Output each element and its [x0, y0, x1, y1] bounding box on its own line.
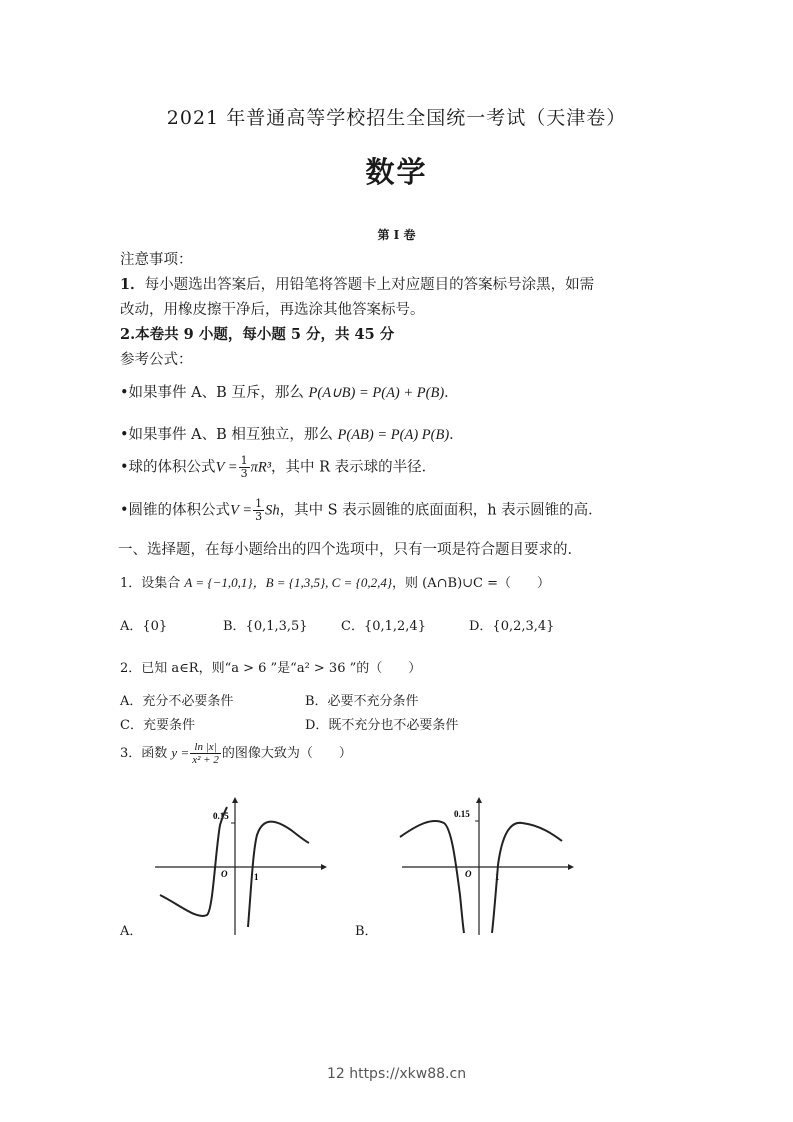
formula-2 — [120, 423, 464, 444]
question-3-stem — [120, 741, 352, 766]
formula-3-rhs: πR³ — [250, 459, 272, 476]
formula-2-end: ． — [449, 427, 464, 443]
formula-2-text: •如果事件 A、B 相互独立，那么 — [120, 427, 333, 443]
formula-1-end: ． — [444, 385, 459, 401]
formula-3-text: •球的体积公式 — [120, 459, 216, 476]
graph-a-y-tick-label: 0.15 — [213, 811, 229, 821]
notes-title: 注意事项： — [120, 252, 193, 268]
note-item-1-line1: 每小题选出答案后，用铅笔将答题卡上对应题目的答案标号涂黑，如需 — [144, 277, 595, 293]
formula-4-fraction — [253, 498, 264, 523]
graph-a-y-arrow — [232, 797, 238, 803]
formula-4-rhs: Sh — [265, 502, 280, 519]
graph-a-x-tick-label: 1 — [254, 872, 259, 882]
formula-1-text: •如果事件 A、B 互斥，那么 — [120, 385, 304, 401]
question-2-option-a[interactable]: A．充分不必要条件 — [120, 694, 234, 709]
formula-2-math: P(AB) = P(A) P(B) — [337, 427, 450, 443]
formulas-title: 参考公式： — [120, 352, 193, 368]
question-3-denominator: x² + 2 — [192, 754, 219, 766]
subject-title: 数学 — [365, 155, 428, 189]
formula-3-lhs: V = — [215, 459, 238, 476]
question-3-option-b-label[interactable]: B． — [355, 924, 378, 939]
formula-4 — [120, 498, 603, 523]
question-1-option-a[interactable]: A．{0} — [120, 619, 168, 634]
question-1-math: A = {−1,0,1}，B = {1,3,5}, C = {0,2,4} — [184, 575, 393, 590]
graph-b-x-arrow — [568, 864, 574, 870]
exam-title: 2021 年普通高等学校招生全国统一考试（天津卷） — [166, 107, 627, 129]
formula-4-lhs: V = — [230, 502, 253, 519]
formula-3-denominator: 3 — [240, 467, 248, 480]
question-3-option-a-label[interactable]: A． — [120, 924, 143, 939]
question-3-graph-b[interactable] — [392, 795, 577, 940]
formula-4-text: •圆锥的体积公式 — [120, 502, 231, 519]
formula-4-tail: ，其中 S 表示圆锥的底面面积，h 表示圆锥的高． — [279, 502, 603, 519]
graph-a-curve-left — [160, 807, 227, 916]
section-1-title: 一、选择题，在每小题给出的四个选项中，只有一项是符合题目要求的． — [118, 542, 582, 558]
note-item-1-line2: 改动，用橡皮擦干净后，再选涂其他答案标号。 — [120, 302, 425, 318]
page-footer: 12 https://xkw88.cn — [326, 1066, 467, 1082]
note-item-1 — [120, 273, 594, 294]
question-3-fraction — [190, 741, 221, 766]
question-3-numerator: ln |x| — [190, 741, 221, 754]
graph-a-origin-label: O — [221, 869, 228, 879]
question-3-prefix: 3．函数 — [120, 746, 168, 761]
graph-b-curve-right — [492, 823, 562, 933]
question-3-y: y = — [171, 745, 190, 760]
question-2-option-c[interactable]: C．充要条件 — [120, 718, 195, 733]
question-3-suffix: 的图像大致为（ ） — [221, 746, 352, 761]
graph-b-x-tick-label: 1 — [495, 872, 500, 882]
formula-1 — [120, 381, 459, 402]
question-1-stem — [120, 572, 550, 591]
formula-4-denominator: 3 — [255, 510, 263, 523]
question-2-option-b[interactable]: B．必要不充分条件 — [305, 694, 419, 709]
formula-1-math: P(A∪B) = P(A) + P(B) — [308, 385, 445, 401]
question-1-option-d[interactable]: D．{0,2,3,4} — [469, 619, 555, 634]
formula-3-numerator: 1 — [240, 454, 248, 467]
question-1-option-c[interactable]: C．{0,1,2,4} — [341, 619, 426, 634]
graph-b-curve-left — [400, 821, 464, 933]
graph-b-y-arrow — [476, 797, 482, 803]
formula-3 — [120, 455, 436, 480]
part-label: 第 I 卷 — [377, 228, 416, 242]
question-3-graph-a[interactable] — [145, 795, 330, 940]
formula-3-fraction — [239, 455, 250, 480]
question-2-stem: 2．已知 a∈R，则“a > 6 ”是“a² > 36 ”的（ ） — [120, 661, 422, 676]
graph-b-y-tick-label: 0.15 — [454, 809, 470, 819]
formula-3-tail: ，其中 R 表示球的半径． — [271, 459, 437, 476]
question-1-prefix: 1．设集合 — [120, 576, 181, 591]
formula-4-numerator: 1 — [255, 497, 263, 510]
question-1-option-b[interactable]: B．{0,1,3,5} — [223, 619, 308, 634]
question-2-option-d[interactable]: D．既不充分也不必要条件 — [305, 718, 459, 733]
note-item-1-number: 1． — [120, 276, 145, 293]
graph-a-x-arrow — [321, 864, 327, 870]
note-item-2: 2.本卷共 9 小题，每小题 5 分，共 45 分 — [120, 326, 395, 343]
graph-b-origin-label: O — [465, 869, 472, 879]
question-1-tail: ，则 (A∩B)∪C =（ ） — [392, 576, 551, 591]
